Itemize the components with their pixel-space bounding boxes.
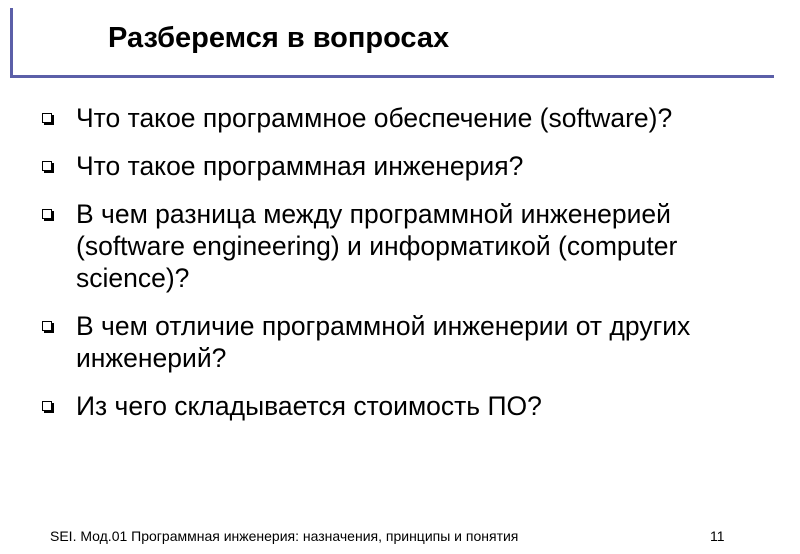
list-item <box>0 150 800 182</box>
question-list <box>0 102 800 438</box>
footer-text: SEI. Мод.01 Программная инженерия: назначения, принципы и понятия <box>50 528 519 544</box>
square-bullet-icon <box>42 113 52 123</box>
square-bullet-icon <box>42 209 52 219</box>
list-item <box>0 102 800 134</box>
list-item-text: Что такое программная инженерия? <box>76 151 524 181</box>
slide-title: Разберемся в вопросах <box>108 22 450 54</box>
page-number: 11 <box>710 528 725 544</box>
list-item <box>0 390 800 422</box>
square-bullet-icon <box>42 321 52 331</box>
header-divider <box>10 75 774 78</box>
list-item-text: В чем разница между программной инженерией (software engineering) и информатикой (computer science)? <box>76 199 678 293</box>
list-item-text: Что такое программное обеспечение (software)? <box>76 103 673 133</box>
list-item-text: В чем отличие программной инженерии от других инженерий? <box>76 311 691 373</box>
square-bullet-icon <box>42 161 52 171</box>
header-accent-line <box>10 8 13 78</box>
list-item <box>0 198 800 294</box>
square-bullet-icon <box>42 401 52 411</box>
list-item <box>0 310 800 374</box>
list-item-text: Из чего складывается стоимость ПО? <box>76 391 542 421</box>
